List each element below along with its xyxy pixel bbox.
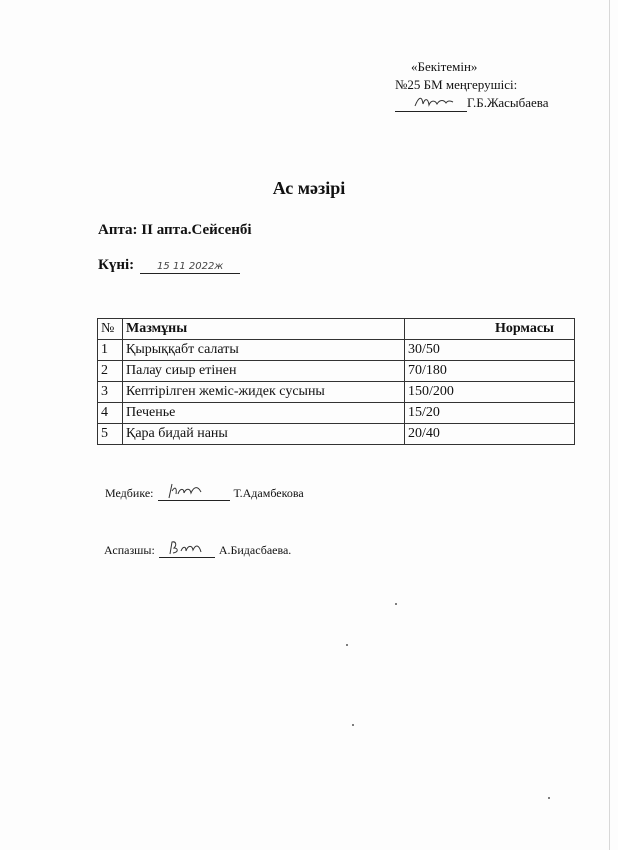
scan-speck (548, 797, 550, 799)
menu-table (97, 318, 575, 445)
row-number: 2 (98, 361, 123, 382)
row-norm: 30/50 (405, 340, 575, 361)
header-content: Мазмұны (123, 319, 405, 340)
row-dish: Палау сиыр етінен (123, 361, 405, 382)
table-row (98, 361, 575, 382)
cook-signature-row (104, 541, 291, 558)
row-number: 4 (98, 403, 123, 424)
row-norm: 70/180 (405, 361, 575, 382)
approval-heading: «Бекітемін» (411, 59, 478, 74)
day-label: Күні: (98, 257, 135, 273)
row-dish: Қара бидай наны (123, 424, 405, 445)
scan-edge (609, 0, 610, 850)
approval-position: №25 БМ меңгерушісі: (395, 77, 518, 92)
scan-speck (352, 724, 354, 726)
row-number: 1 (98, 340, 123, 361)
cook-label: Аспазшы: (104, 543, 155, 557)
scan-speck (346, 644, 348, 646)
table-row (98, 424, 575, 445)
row-number: 5 (98, 424, 123, 445)
approval-signature-row (395, 94, 549, 112)
day-row (98, 257, 240, 274)
approval-block (395, 58, 549, 112)
scan-speck (395, 603, 397, 605)
row-norm: 15/20 (405, 403, 575, 424)
row-dish: Қырыққабт салаты (123, 340, 405, 361)
week-label: Апта: ІІ апта.Сейсенбі (98, 222, 252, 238)
nurse-signature-line (158, 484, 230, 501)
header-norm: Нормасы (405, 319, 575, 340)
header-number: № (98, 319, 123, 340)
cook-name: А.Бидасбаева. (218, 543, 292, 557)
row-norm: 20/40 (405, 424, 575, 445)
row-number: 3 (98, 382, 123, 403)
cook-signature-line (159, 541, 215, 558)
handwritten-signature-icon (167, 539, 207, 557)
nurse-name: Т.Адамбекова (233, 486, 304, 500)
table-row (98, 403, 575, 424)
table-header-row (98, 319, 575, 340)
nurse-signature-row (105, 484, 304, 501)
handwritten-signature-icon (166, 482, 206, 500)
table-row (98, 340, 575, 361)
table-row (98, 382, 575, 403)
row-dish: Печенье (123, 403, 405, 424)
nurse-label: Медбике: (105, 486, 154, 500)
approval-name: Г.Б.Жасыбаева (467, 95, 549, 110)
approval-signature-line (395, 95, 467, 112)
handwritten-date: 15 11 2022ж (140, 261, 240, 274)
row-dish: Кептірілген жеміс-жидек сусыны (123, 382, 405, 403)
row-norm: 150/200 (405, 382, 575, 403)
page-title: Ас мәзірі (272, 178, 346, 198)
handwritten-signature-icon (413, 94, 455, 110)
